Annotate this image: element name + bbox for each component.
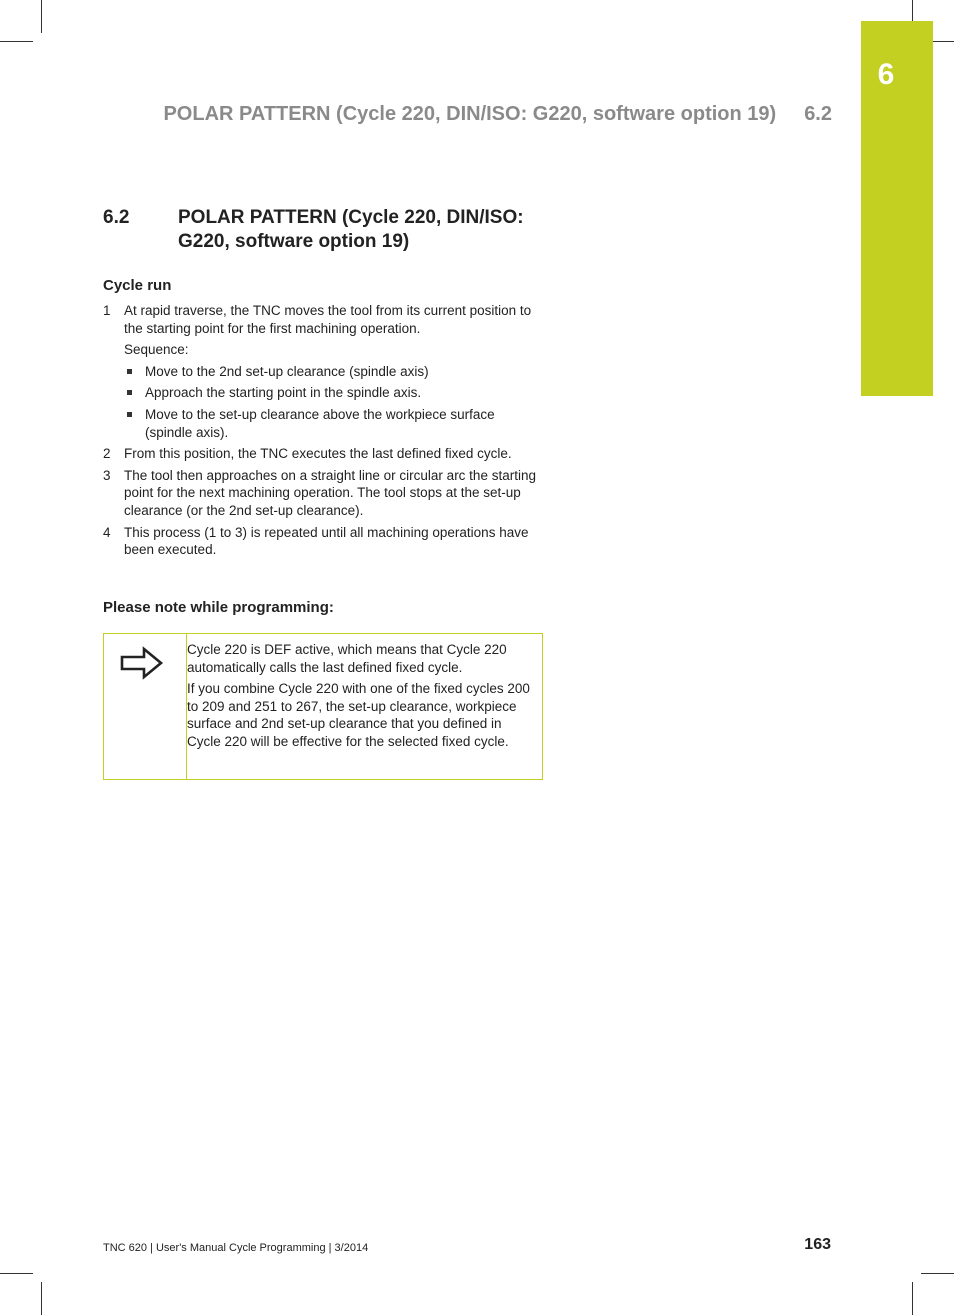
note-paragraph: If you combine Cycle 220 with one of the fixed cycles 200 to 209 and 251 to 267, the set-up clearance, workpiece surface and 2nd set-up clearance that you defined in Cycle 220 will be effective for the selected fixed cycle. bbox=[187, 681, 530, 749]
note-text bbox=[187, 641, 537, 755]
crop-mark bbox=[41, 0, 42, 33]
step-text: At rapid traverse, the TNC moves the tool from its current position to the starting point for the first machining operation. bbox=[124, 303, 532, 336]
crop-mark bbox=[921, 1273, 954, 1274]
sequence-label: Sequence: bbox=[124, 342, 189, 358]
crop-mark bbox=[0, 1273, 33, 1274]
step-item bbox=[103, 524, 543, 559]
sequence-list bbox=[103, 363, 543, 441]
page-number: 163 bbox=[804, 1236, 831, 1253]
crop-mark bbox=[912, 1282, 913, 1315]
step-item bbox=[103, 467, 543, 520]
list-item: Approach the starting point in the spindle axis. bbox=[124, 384, 543, 402]
step-item bbox=[103, 445, 543, 463]
cycle-run-body bbox=[103, 302, 543, 563]
crop-mark bbox=[41, 1282, 42, 1315]
step-text: The tool then approaches on a straight line or circular arc the starting point for the next machining operation. The tool stops at the set-up clearance (or the 2nd set-up clearance). bbox=[124, 467, 536, 518]
step-number: 1 bbox=[103, 303, 111, 318]
step-number: 4 bbox=[103, 524, 111, 540]
running-head-title: POLAR PATTERN (Cycle 220, DIN/ISO: G220, software option 19) bbox=[163, 103, 777, 125]
list-item: Move to the 2nd set-up clearance (spindle axis) bbox=[124, 363, 543, 381]
note-paragraph: Cycle 220 is DEF active, which means that Cycle 220 automatically calls the last defined fixed cycle. bbox=[187, 642, 507, 675]
step-text: This process (1 to 3) is repeated until all machining operations have been executed. bbox=[124, 524, 529, 558]
section-number: 6.2 bbox=[103, 207, 130, 228]
step-number: 2 bbox=[103, 446, 111, 462]
running-head-number: 6.2 bbox=[804, 103, 832, 125]
crop-mark bbox=[0, 41, 33, 42]
programming-note-heading: Please note while programming: bbox=[103, 599, 334, 616]
cycle-run-heading: Cycle run bbox=[103, 277, 172, 294]
step-text: From this position, the TNC executes the last defined fixed cycle. bbox=[124, 446, 512, 462]
arrow-right-icon bbox=[120, 646, 164, 685]
chapter-number: 6 bbox=[877, 58, 895, 91]
step-number: 3 bbox=[103, 467, 111, 483]
running-head bbox=[163, 103, 832, 126]
note-box bbox=[103, 633, 543, 780]
step-item bbox=[103, 302, 543, 337]
footer-text: TNC 620 | User's Manual Cycle Programming | 3/2014 bbox=[103, 1242, 369, 1254]
section-title-text: POLAR PATTERN (Cycle 220, DIN/ISO: G220, software option 19) bbox=[178, 207, 524, 252]
list-item: Move to the set-up clearance above the workpiece surface (spindle axis). bbox=[124, 406, 543, 441]
